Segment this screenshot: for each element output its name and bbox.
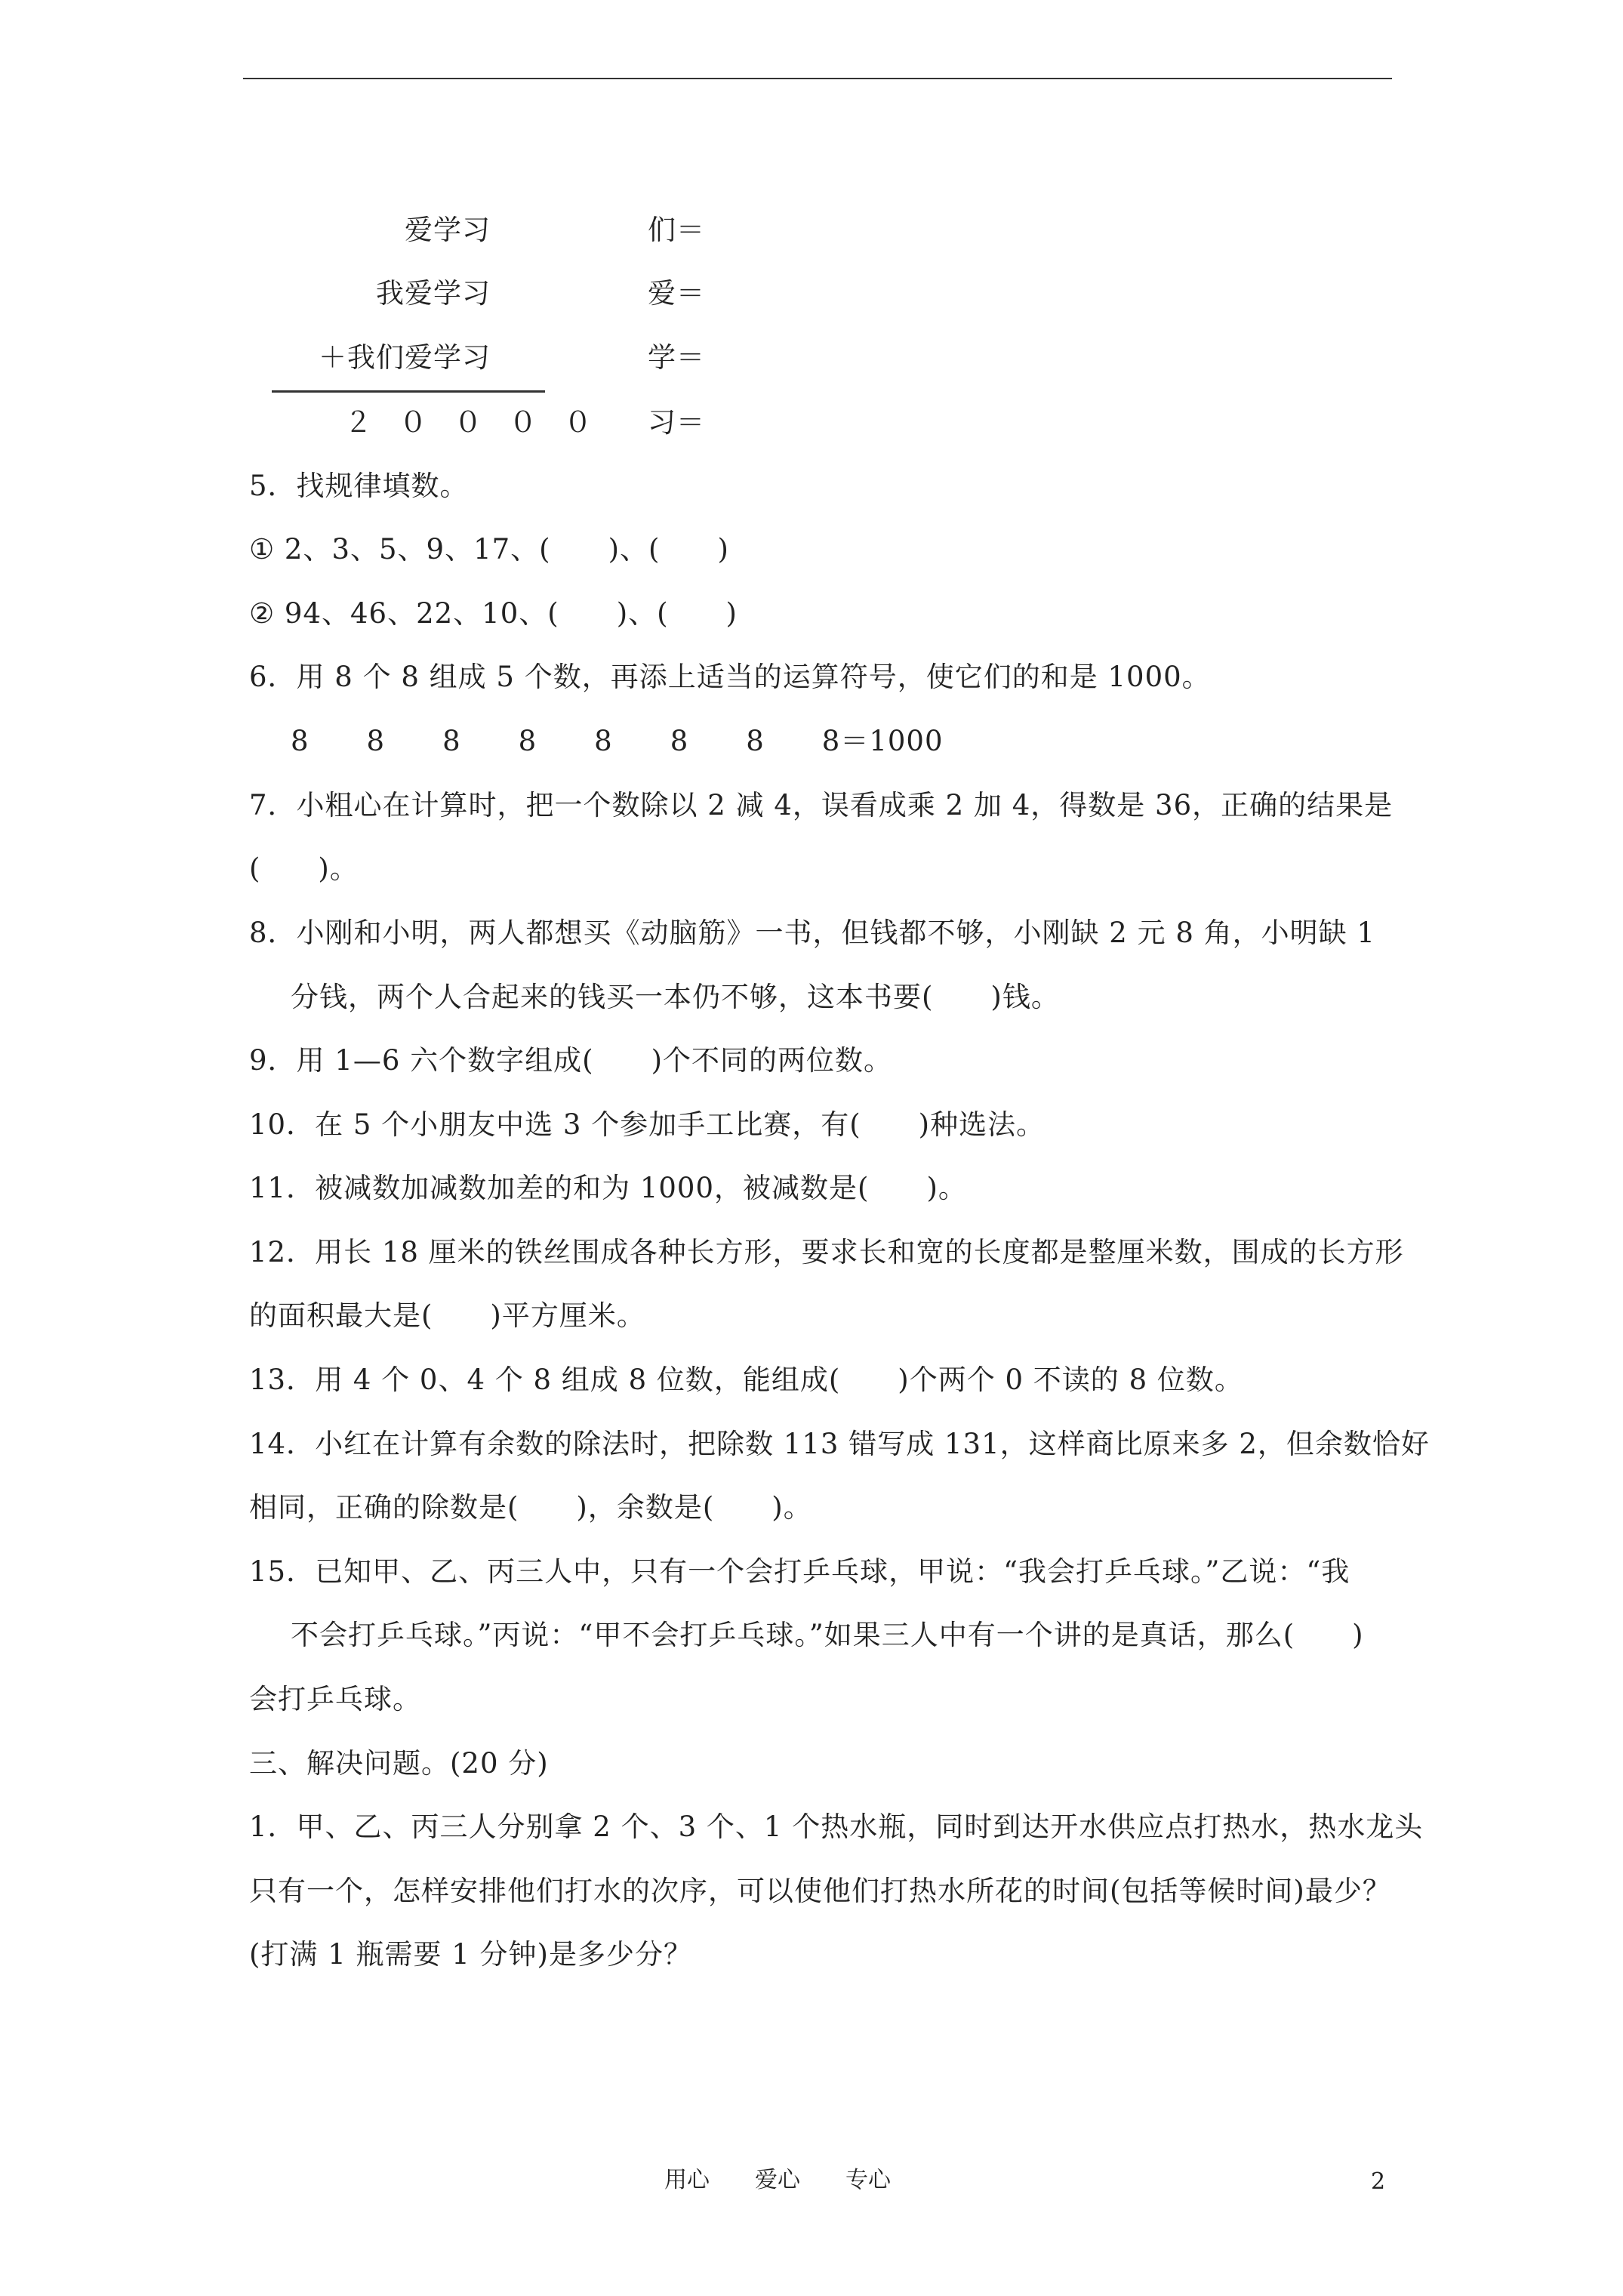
answer-ai: 爱＝ — [648, 277, 705, 310]
addend-1: 爱学习 — [405, 214, 491, 246]
q14-text-2: 相同，正确的除数是( )，余数是( )。 — [249, 1491, 812, 1524]
q10-text: 10．在 5 个小朋友中选 3 个参加手工比赛，有( )种选法。 — [249, 1108, 1046, 1141]
sum-result: ２ ０ ０ ０ ０ — [344, 406, 602, 439]
q9-text: 9．用 1—6 六个数字组成( )个不同的两位数。 — [249, 1044, 893, 1077]
q7-text-1: 7．小粗心在计算时，把一个数除以 2 减 4，误看成乘 2 加 4，得数是 36，正确的结果是 — [249, 789, 1394, 821]
problem-1-text-1: 1．甲、乙、丙三人分别拿 2 个、3 个、1 个热水瓶，同时到达开水供应点打热水，热水龙头 — [249, 1811, 1424, 1843]
problem-1-text-3: (打满 1 瓶需要 1 分钟)是多少分？ — [249, 1938, 692, 1971]
q13-text: 13．用 4 个 0、4 个 8 组成 8 位数，能组成( )个两个 0 不读的 8 位数。 — [249, 1364, 1243, 1396]
problem-1-text-2: 只有一个，怎样安排他们打水的次序，可以使他们打热水所花的时间(包括等候时间)最少？ — [249, 1875, 1391, 1907]
q6-eights: 8 8 8 8 8 8 8 8＝1000 — [291, 725, 944, 757]
q8-text-1: 8．小刚和小明，两人都想买《动脑筋》一书，但钱都不够，小刚缺 2 元 8 角，小明缺 1 — [249, 917, 1375, 949]
section-three-heading: 三、解决问题。(20 分) — [249, 1747, 549, 1780]
footer-motto: 用心 爱心 专心 — [664, 2167, 891, 2193]
q15-text-2: 不会打乒乓球。”丙说：“甲不会打乒乓球。”如果三人中有一个讲的是真话，那么( ) — [291, 1619, 1364, 1651]
q12-text-1: 12．用长 18 厘米的铁丝围成各种长方形，要求长和宽的长度都是整厘米数，围成的长方形 — [249, 1236, 1404, 1268]
addend-2: 我爱学习 — [376, 277, 491, 310]
answer-xue: 学＝ — [648, 341, 705, 374]
page-number: 2 — [1371, 2168, 1386, 2195]
header-rule — [243, 78, 1392, 79]
q6-text: 6．用 8 个 8 组成 5 个数，再添上适当的运算符号，使它们的和是 1000。 — [249, 661, 1211, 693]
q8-text-2: 分钱，两个人合起来的钱买一本仍不够，这本书要( )钱。 — [291, 981, 1060, 1013]
q5-sequence-2: ② 94、46、22、10、( )、( ) — [249, 597, 738, 630]
answer-men: 们＝ — [648, 214, 705, 246]
sum-rule — [272, 390, 545, 393]
answer-xi: 习＝ — [648, 406, 705, 439]
q11-text: 11．被减数加减数加差的和为 1000，被减数是( )。 — [249, 1172, 967, 1204]
q5-sequence-1: ① 2、3、5、9、17、( )、( ) — [249, 533, 729, 566]
q14-text-1: 14．小红在计算有余数的除法时，把除数 113 错写成 131，这样商比原来多 2，但余数恰好 — [249, 1428, 1430, 1460]
q15-text-1: 15．已知甲、乙、丙三人中，只有一个会打乒乓球，甲说：“我会打乒乓球。”乙说：“我 — [249, 1555, 1350, 1588]
addend-3: ＋我们爱学习 — [319, 341, 491, 374]
q12-text-2: 的面积最大是( )平方厘米。 — [249, 1299, 645, 1332]
q7-text-2: ( )。 — [249, 852, 359, 885]
q5-title: 5．找规律填数。 — [249, 470, 469, 502]
q15-text-3: 会打乒乓球。 — [249, 1683, 421, 1715]
